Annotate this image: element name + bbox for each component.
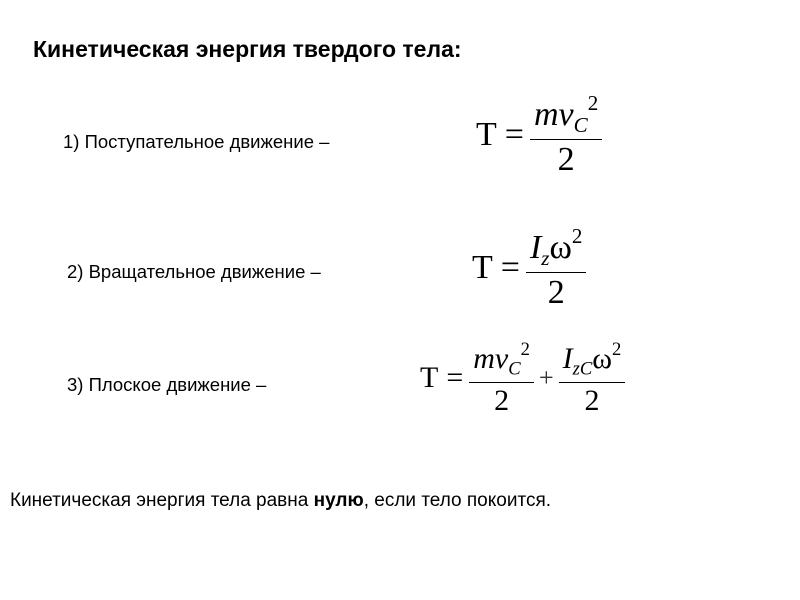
superscript-2: 2 [571,224,583,248]
page-title: Кинетическая энергия твердого тела: [33,36,462,62]
fraction-numerator [469,340,534,382]
fraction [559,340,626,417]
formula-equals: = [504,115,524,153]
formula-rotational [468,225,586,311]
var-m: m [533,95,559,133]
formula-plus: + [538,363,554,393]
item-translational-label: 1) Поступательное движение – [63,131,330,152]
formula-equals: = [500,248,520,286]
subscript-c: C [508,358,521,380]
formula-translational [472,92,602,178]
footer-bold-word: нулю [313,490,364,511]
fraction-denominator: 2 [557,141,575,179]
superscript-2: 2 [612,339,622,360]
footer-text-start: Кинетическая энергия тела равна [10,490,314,511]
var-i: I [529,228,542,266]
formula-lhs: T [476,115,497,153]
formula-lhs: T [472,248,493,286]
footer-note [10,490,551,512]
superscript-2: 2 [587,91,599,115]
fraction-numerator [559,340,626,382]
var-omega: ω [592,342,613,376]
var-v: v [494,342,509,376]
item-rotational-label: 2) Вращательное движение – [67,261,321,282]
formula-planar [416,340,625,417]
superscript-2: 2 [520,339,530,360]
fraction [469,340,534,417]
var-i: I [562,342,573,376]
fraction-denominator: 2 [547,274,565,312]
fraction-denominator: 2 [584,384,600,418]
footer-text-end: , если тело покоится. [363,490,552,511]
fraction [526,225,586,311]
subscript-zc: zC [572,358,593,380]
var-v: v [558,95,574,133]
fraction-numerator [530,92,602,139]
formula-equals: = [446,361,464,395]
subscript-z: z [541,246,550,271]
formula-lhs: T [420,361,439,395]
var-m: m [473,342,495,376]
fraction [530,92,602,178]
fraction-denominator: 2 [494,384,510,418]
item-planar-label: 3) Плоское движение – [67,374,267,395]
fraction-numerator [526,225,586,272]
subscript-c: C [573,113,588,138]
var-omega: ω [549,228,572,266]
